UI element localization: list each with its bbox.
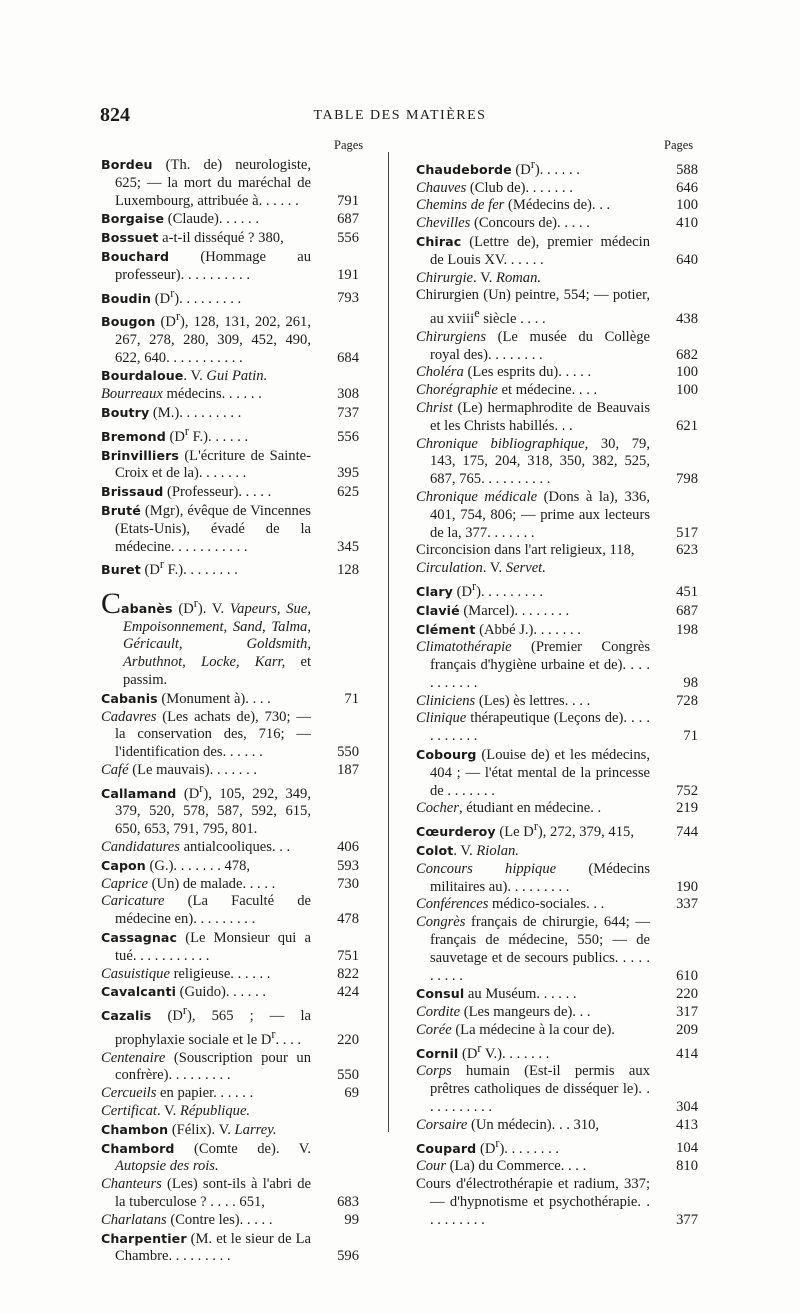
index-entry [416, 287, 698, 328]
index-entry [416, 364, 698, 382]
entry-text: Cazalis $(D^r)$, 565 ; — la prophylaxie sociale et le $D^r$. . . . [101, 1003, 311, 1048]
entry-text: Choléra (Les esprits du). . . . . [416, 364, 592, 381]
index-entry [101, 502, 359, 556]
entry-text: Congrès français de chirurgie, 644; — français de médecine, 550; — de sauvetage et de secours publics. . . . . . . . . . [416, 914, 650, 984]
entry-page-ref: 822 [337, 965, 359, 982]
entry-text: Bougon $(D^r)$, 128, 131, 202, 261, 267, 278, 280, 309, 452, 490, 622, 640. . . . . . . . . . . [101, 309, 311, 366]
entry-text: Buret ($D^r$ F.). . . . . . . . [101, 557, 238, 579]
entry-page-ref: 337 [676, 896, 698, 913]
entry-text: Clary $(D^r)$. . . . . . . . . [416, 579, 543, 600]
entry-page-ref: 410 [676, 215, 698, 232]
entry-page-ref: 730 [337, 875, 359, 892]
entry-page-ref: 413 [676, 1116, 698, 1133]
index-entry [416, 602, 698, 621]
entry-text: Chirurgiens (Le musée du Collège royal des). . . . . . . . [416, 328, 650, 363]
entry-page-ref: 187 [337, 762, 359, 778]
entry-page-ref: 621 [676, 417, 698, 434]
pages-label-left: Pages [334, 138, 364, 152]
entry-text: Chambon (Félix). V. Larrey. [101, 1121, 277, 1138]
index-entry [101, 423, 359, 447]
entry-text: Candidatures antialcooliques. . . [101, 839, 291, 856]
entry-text: Cadavres (Les achats de), 730; — la conservation des, 716; — l'identification des. . . . . . [101, 708, 311, 761]
index-entry [101, 690, 359, 709]
entry-page-ref: 317 [676, 1004, 698, 1021]
entry-text: Capon (G.). . . . . . . 478, [101, 857, 251, 874]
index-entry [101, 1212, 359, 1230]
index-entry [101, 876, 359, 894]
entry-text: Charpentier (M. et le sieur de La Chambre. . . . . . . . . [101, 1230, 311, 1265]
entry-text: Cocher, étudiant en médecine. . [416, 800, 602, 817]
index-entry [416, 639, 698, 692]
entry-text: Borgaise (Claude). . . . . . [101, 211, 259, 228]
entry-text: Chronique médicale (Dons à la), 336, 401, 754, 806; — prime aux lecteurs de la, 377. . . . . . . [416, 489, 650, 541]
entry-text: Caricature (La Faculté de médecine en). . . . . . . . . [101, 893, 311, 928]
entry-page-ref: 623 [676, 542, 698, 559]
entry-page-ref: 593 [337, 857, 359, 874]
entry-page-ref: 625 [337, 484, 359, 501]
entry-text: Cavalcanti (Guido). . . . . . [101, 984, 267, 1001]
entry-text: Bossuet a-t-il disséqué ? 380, [101, 230, 284, 247]
index-entry [416, 842, 698, 861]
index-entry [101, 966, 359, 984]
index-entry [416, 436, 698, 489]
index-entry [101, 1002, 359, 1049]
entry-text: Corsaire (Un médecin). . . 310, [416, 1116, 600, 1133]
entry-page-ref: 198 [676, 621, 698, 638]
entry-page-ref: 646 [676, 179, 698, 196]
entry-text: Chirac (Lettre de), premier médecin de Louis XV. . . . . . [416, 234, 650, 268]
index-entry [101, 229, 359, 248]
entry-text: Centenaire (Souscription pour un confrère). . . . . . . . . [101, 1049, 311, 1084]
index-entry [101, 586, 359, 690]
index-entry [416, 560, 698, 578]
index-entry [416, 1022, 698, 1040]
index-entry [101, 857, 359, 876]
index-entry [101, 556, 359, 580]
entry-page-ref: 71 [344, 690, 359, 707]
entry-page-ref: 793 [337, 290, 359, 307]
entry-page-ref: 100 [676, 364, 698, 381]
entry-text: Caprice (Un) de malade. . . . . [101, 875, 276, 892]
entry-text: Bordeu (Th. de) neurologiste, 625; — la mort du maréchal de Luxembourg, attribuée à. . . . . . [101, 157, 311, 209]
entry-text: Conférences médico-sociales. . . [416, 896, 605, 913]
entry-page-ref: 550 [337, 744, 359, 761]
index-entry [101, 248, 359, 285]
index-entry [101, 483, 359, 502]
entry-page-ref: 478 [337, 911, 359, 928]
index-entry [101, 285, 359, 309]
entry-page-ref: 752 [676, 782, 698, 799]
entry-page-ref: 810 [676, 1158, 698, 1175]
index-entry [416, 621, 698, 640]
entry-page-ref: 304 [676, 1098, 698, 1115]
entry-page-ref: 69 [344, 1085, 359, 1102]
index-entry [101, 210, 359, 229]
entry-page-ref: 220 [337, 1031, 359, 1048]
entry-page-ref: 751 [337, 947, 359, 964]
entry-page-ref: 737 [337, 405, 359, 422]
entry-text: Boudin $(D^r)$. . . . . . . . . [101, 285, 242, 307]
index-entry [416, 233, 698, 270]
index-entry [101, 762, 359, 780]
entry-page-ref: 596 [337, 1248, 359, 1265]
entry-page-ref: 104 [676, 1140, 698, 1157]
index-entry [101, 447, 359, 484]
entry-text: Consul au Muséum. . . . . . [416, 986, 577, 1003]
index-entry [416, 382, 698, 400]
entry-page-ref: 71 [683, 728, 698, 745]
index-entry [416, 1117, 698, 1135]
entry-page-ref: 99 [344, 1211, 359, 1228]
left-column [101, 156, 359, 1266]
index-entry [416, 746, 698, 800]
entry-text: Cours d'électrothérapie et radium, 337; — d'hypnotisme et psychothérapie. . . . . . . . . . [416, 1175, 650, 1228]
entry-page-ref: 687 [337, 211, 359, 228]
entry-page-ref: 209 [676, 1021, 698, 1038]
entry-page-ref: 798 [676, 471, 698, 488]
entry-text: Certificat. V. République. [101, 1102, 251, 1119]
entry-text: Bourreaux médecins. . . . . . [101, 386, 262, 403]
index-entry [416, 197, 698, 215]
entry-text: Chevilles (Concours de). . . . . [416, 215, 590, 232]
entry-text: Café (Le mauvais). . . . . . . [101, 762, 258, 778]
entry-text: Christ (Le) hermaphrodite de Beauvais et les Christs habillés. . . [416, 400, 650, 434]
entry-text: Callamand $(D^r)$, 105, 292, 349, 379, 520, 578, 587, 592, 615, 650, 653, 791, 795, 801. [101, 780, 311, 838]
entry-text: Cassagnac (Le Monsieur qui a tué. . . . . . . . . . . [101, 930, 311, 964]
index-entry [416, 156, 698, 180]
index-entry [416, 800, 698, 818]
entry-page-ref: 451 [676, 583, 698, 600]
entry-page-ref: 588 [676, 161, 698, 178]
entry-page-ref: 556 [337, 230, 359, 247]
index-entry [101, 1103, 359, 1121]
index-entry [101, 1230, 359, 1267]
index-entry [101, 1085, 359, 1103]
index-entry [416, 1158, 698, 1176]
index-entry [416, 329, 698, 365]
running-title: TABLE DES MATIÈRES [313, 108, 487, 123]
entry-page-ref: 791 [337, 192, 359, 209]
index-entry [416, 1004, 698, 1022]
entry-page-ref: 687 [676, 602, 698, 619]
entry-text: Chorégraphie et médecine. . . . [416, 382, 598, 399]
index-entry [101, 367, 359, 386]
entry-text: Circoncision dans l'art religieux, 118, [416, 542, 635, 559]
entry-text: Cornil ($D^r$ V.). . . . . . . [416, 1040, 550, 1062]
index-entry [101, 983, 359, 1002]
entry-text: Bremond ($D^r$ F.). . . . . . [101, 423, 249, 445]
entry-text: Chronique bibliographique, 30, 79, 143, 175, 204, 318, 350, 382, 525, 687, 765. . . . . . . . . . [416, 435, 650, 488]
index-entry [416, 1176, 698, 1229]
entry-text: Chaudeborde $(D^r)$. . . . . . [416, 157, 580, 178]
entry-text: Bourdaloue. V. Gui Patin. [101, 368, 268, 385]
entry-text: Cobourg (Louise de) et les médecins, 404 ; — l'état mental de la princesse de . . . . . . . [416, 747, 650, 799]
entry-page-ref: 100 [676, 382, 698, 399]
index-entry [416, 693, 698, 711]
entry-text: Cabanès $(D^r)$. V. Vapeurs, Sue, Empoisonnement, Sand, Talma, Géricault, Goldsmith, Arbuthnot, Locke, Karr, et passim. [101, 586, 312, 689]
entry-page-ref: 190 [676, 878, 698, 895]
index-entry [101, 386, 359, 404]
entry-page-ref: 191 [337, 266, 359, 283]
entry-page-ref: 744 [676, 824, 698, 841]
entry-page-ref: 556 [337, 428, 359, 445]
entry-page-ref: 377 [676, 1211, 698, 1228]
entry-text: Chemins de fer (Médecins de). . . [416, 197, 611, 214]
index-entry [416, 1135, 698, 1159]
entry-page-ref: 683 [337, 1193, 359, 1210]
entry-text: Chambord (Comte de). V. Autopsie des rois. [101, 1140, 311, 1175]
index-entry [416, 180, 698, 198]
entry-text: Cercueils en papier. . . . . . [101, 1085, 254, 1102]
index-entry [416, 914, 698, 985]
entry-page-ref: 517 [676, 524, 698, 541]
index-entry [101, 308, 359, 367]
index-entry [101, 1121, 359, 1140]
entry-text: Chanteurs (Les) sont-ils à l'abri de la tuberculose ? . . . . 651, [101, 1176, 311, 1210]
entry-text: Chirurgien (Un) peintre, 554; — potier, au xviii$^e$ siècle . . . . [416, 287, 650, 328]
entry-page-ref: 308 [337, 386, 359, 403]
entry-text: Coupard $(D^r)$. . . . . . . . [416, 1135, 560, 1157]
entry-text: Boutry (M.). . . . . . . . . [101, 405, 242, 422]
index-entry [101, 404, 359, 423]
entry-text: Bruté (Mgr), évêque de Vincennes (Etats-Unis), évadé de la médecine. . . . . . . . . . . [101, 502, 311, 555]
entry-page-ref: 684 [337, 349, 359, 366]
index-entry [416, 861, 698, 897]
entry-page-ref: 406 [337, 839, 359, 856]
entry-text: Cordite (Les mangeurs de). . . [416, 1004, 591, 1021]
pages-label-right: Pages [664, 138, 694, 152]
index-entry [101, 156, 359, 210]
entry-text: Concours hippique (Médecins militaires au). . . . . . . . . [416, 860, 651, 895]
index-entry [101, 929, 359, 966]
entry-text: Climatothérapie (Premier Congrès français d'hygiène urbaine et de). . . . . . . . . . . [416, 639, 650, 691]
entry-page-ref: 100 [676, 197, 698, 214]
entry-text: Chirurgie. V. Roman. [416, 269, 542, 286]
index-entry [101, 893, 359, 929]
index-entry [101, 1176, 359, 1212]
entry-text: Casuistique religieuse. . . . . . [101, 965, 271, 982]
page-number: 824 [100, 104, 130, 126]
index-entry [416, 542, 698, 560]
index-entry [416, 215, 698, 233]
column-divider [388, 152, 389, 1132]
index-entry [101, 780, 359, 839]
index-entry [416, 1063, 698, 1116]
entry-page-ref: 219 [676, 800, 698, 817]
index-entry [416, 489, 698, 542]
entry-text: Cœurderoy (Le $D^r$), 272, 379, 415, [416, 819, 634, 841]
entry-text: Brinvilliers (L'écriture de Sainte-Croix et de la). . . . . . . [101, 447, 311, 482]
index-entry [101, 1050, 359, 1086]
entry-text: Clinique thérapeutique (Leçons de). . . . . . . . . . . [416, 710, 650, 745]
entry-page-ref: 682 [676, 346, 698, 363]
entry-text: Chauves (Club de). . . . . . . [416, 179, 573, 196]
index-entry [416, 818, 698, 842]
entry-page-ref: 414 [676, 1045, 698, 1062]
entry-text: Bouchard (Hommage au professeur). . . . . . . . . . [101, 248, 311, 283]
entry-page-ref: 640 [676, 251, 698, 268]
entry-text: Clément (Abbé J.). . . . . . . [416, 621, 581, 638]
index-entry [416, 896, 698, 914]
entry-page-ref: 424 [337, 984, 359, 1001]
entry-text: Cliniciens (Les) ès lettres. . . . [416, 692, 591, 709]
entry-page-ref: 128 [337, 562, 359, 579]
entry-text: Corée (La médecine à la cour de). [416, 1021, 615, 1038]
entry-page-ref: 345 [337, 538, 359, 555]
index-entry [416, 400, 698, 436]
entry-text: Clavié (Marcel). . . . . . . . [416, 602, 570, 619]
entry-page-ref: 98 [683, 674, 698, 691]
entry-text: Charlatans (Contre les). . . . . [101, 1211, 273, 1228]
entry-page-ref: 438 [676, 311, 698, 328]
index-entry [416, 985, 698, 1004]
entry-text: Cour (La) du Commerce. . . . [416, 1158, 587, 1175]
index-entry [416, 710, 698, 746]
right-column [416, 156, 698, 1229]
entry-text: Corps humain (Est-il permis aux prêtres catholiques de disséquer le). . . . . . . . . . . [416, 1063, 650, 1115]
index-entry [416, 578, 698, 602]
entry-text: Cabanis (Monument à). . . . [101, 690, 271, 707]
entry-page-ref: 610 [676, 967, 698, 984]
entry-page-ref: 395 [337, 465, 359, 482]
entry-page-ref: 728 [676, 692, 698, 709]
index-entry [416, 1040, 698, 1064]
entry-page-ref: 220 [676, 986, 698, 1003]
entry-text: Colot. V. Riolan. [416, 842, 519, 859]
index-entry [101, 839, 359, 857]
entry-text: Circulation. V. Servet. [416, 560, 546, 577]
index-entry [101, 709, 359, 762]
index-entry [416, 270, 698, 288]
index-entry [101, 1140, 359, 1177]
entry-page-ref: 550 [337, 1067, 359, 1084]
entry-text: Brissaud (Professeur). . . . . [101, 484, 272, 501]
